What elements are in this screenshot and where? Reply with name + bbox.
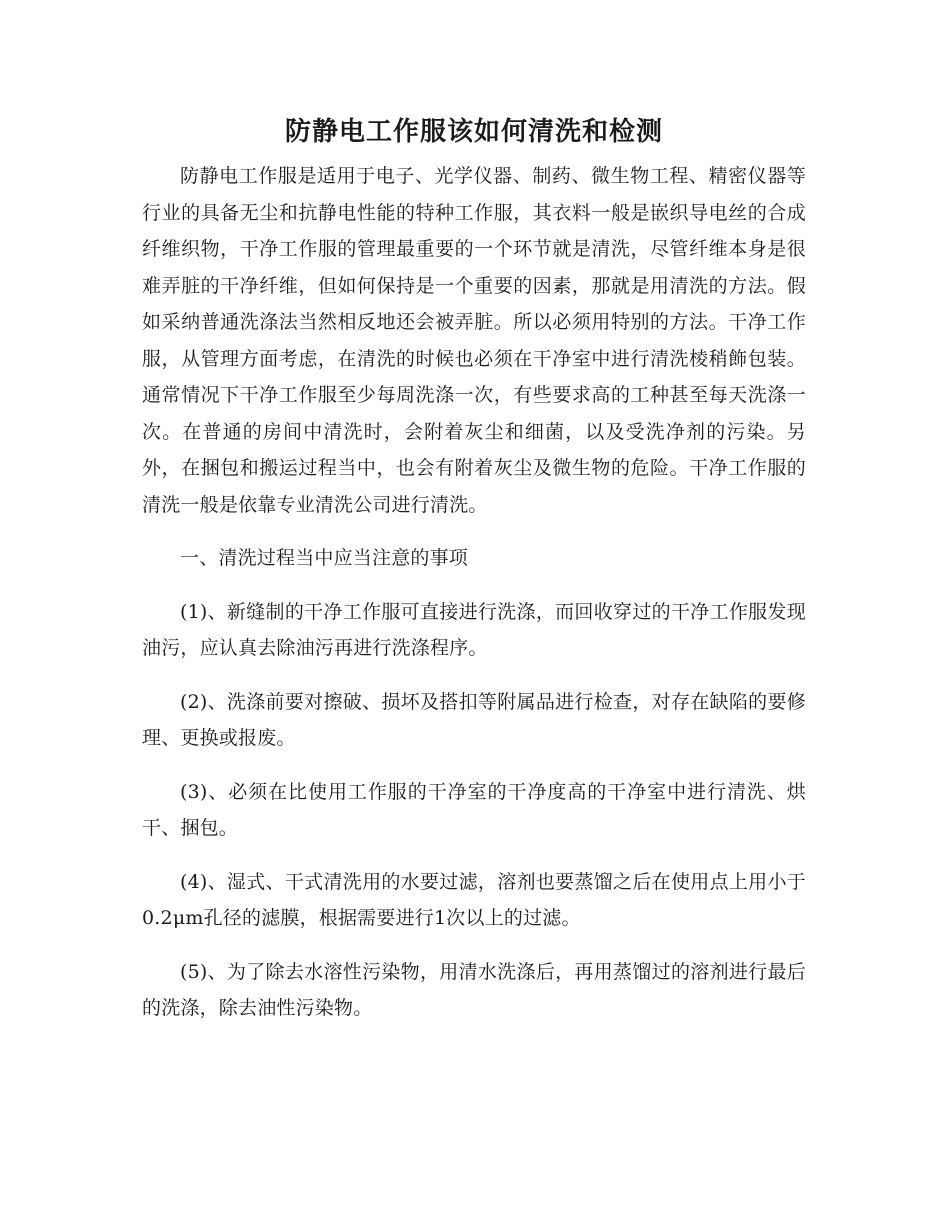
list-item: (2)、洗涤前要对擦破、损坏及搭扣等附属品进行检查，对存在缺陷的要修理、更换或报废。 xyxy=(142,690,806,749)
list-item: (3)、必须在比使用工作服的干净室的干净度高的干净室中进行清洗、烘干、捆包。 xyxy=(142,780,806,839)
document-page xyxy=(142,112,806,1044)
intro-paragraph: 防静电工作服是适用于电子、光学仪器、制药、微生物工程、精密仪器等行业的具备无尘和抗静电性能的特种工作服，其衣料一般是嵌织导电丝的合成纤维织物，干净工作服的管理最重要的一个环节就是清洗，尽管纤维本身是很难弄脏的干净纤维，但如何保持是一个重要的因素，那就是用清洗的方法。假如采纳普通洗涤法当然相反地还会被弄脏。所以必须用特别的方法。干净工作服，从管理方面考虑，在清洗的时候也必须在干净室中进行清洗棱稍飾包装。通常情况下干净工作服至少每周洗涤一次，有些要求高的工种甚至每天洗涤一次。在普通的房间中清洗时，会附着灰尘和细菌，以及受洗净剂的污染。另外，在捆包和搬运过程当中，也会有附着灰尘及微生物的危险。干净工作服的清洗一般是依靠专业清洗公司进行清洗。 xyxy=(142,165,806,516)
list-item: (5)、为了除去水溶性污染物，用清水洗涤后，再用蒸馏过的溶剂进行最后的洗涤，除去油性污染物。 xyxy=(142,960,806,1019)
section-heading: 一、清洗过程当中应当注意的事项 xyxy=(180,547,469,569)
document-title: 防静电工作服该如何清洗和检测 xyxy=(284,117,663,147)
list-item: (1)、新缝制的干净工作服可直接进行洗涤，而回收穿过的干净工作服发现油污，应认真去除油污再进行洗涤程序。 xyxy=(142,600,806,659)
list-item: (4)、湿式、干式清洗用的水要过滤，溶剂也要蒸馏之后在使用点上用小于0.2μm孔径的滤膜，根据需要进行1次以上的过滤。 xyxy=(142,870,806,929)
